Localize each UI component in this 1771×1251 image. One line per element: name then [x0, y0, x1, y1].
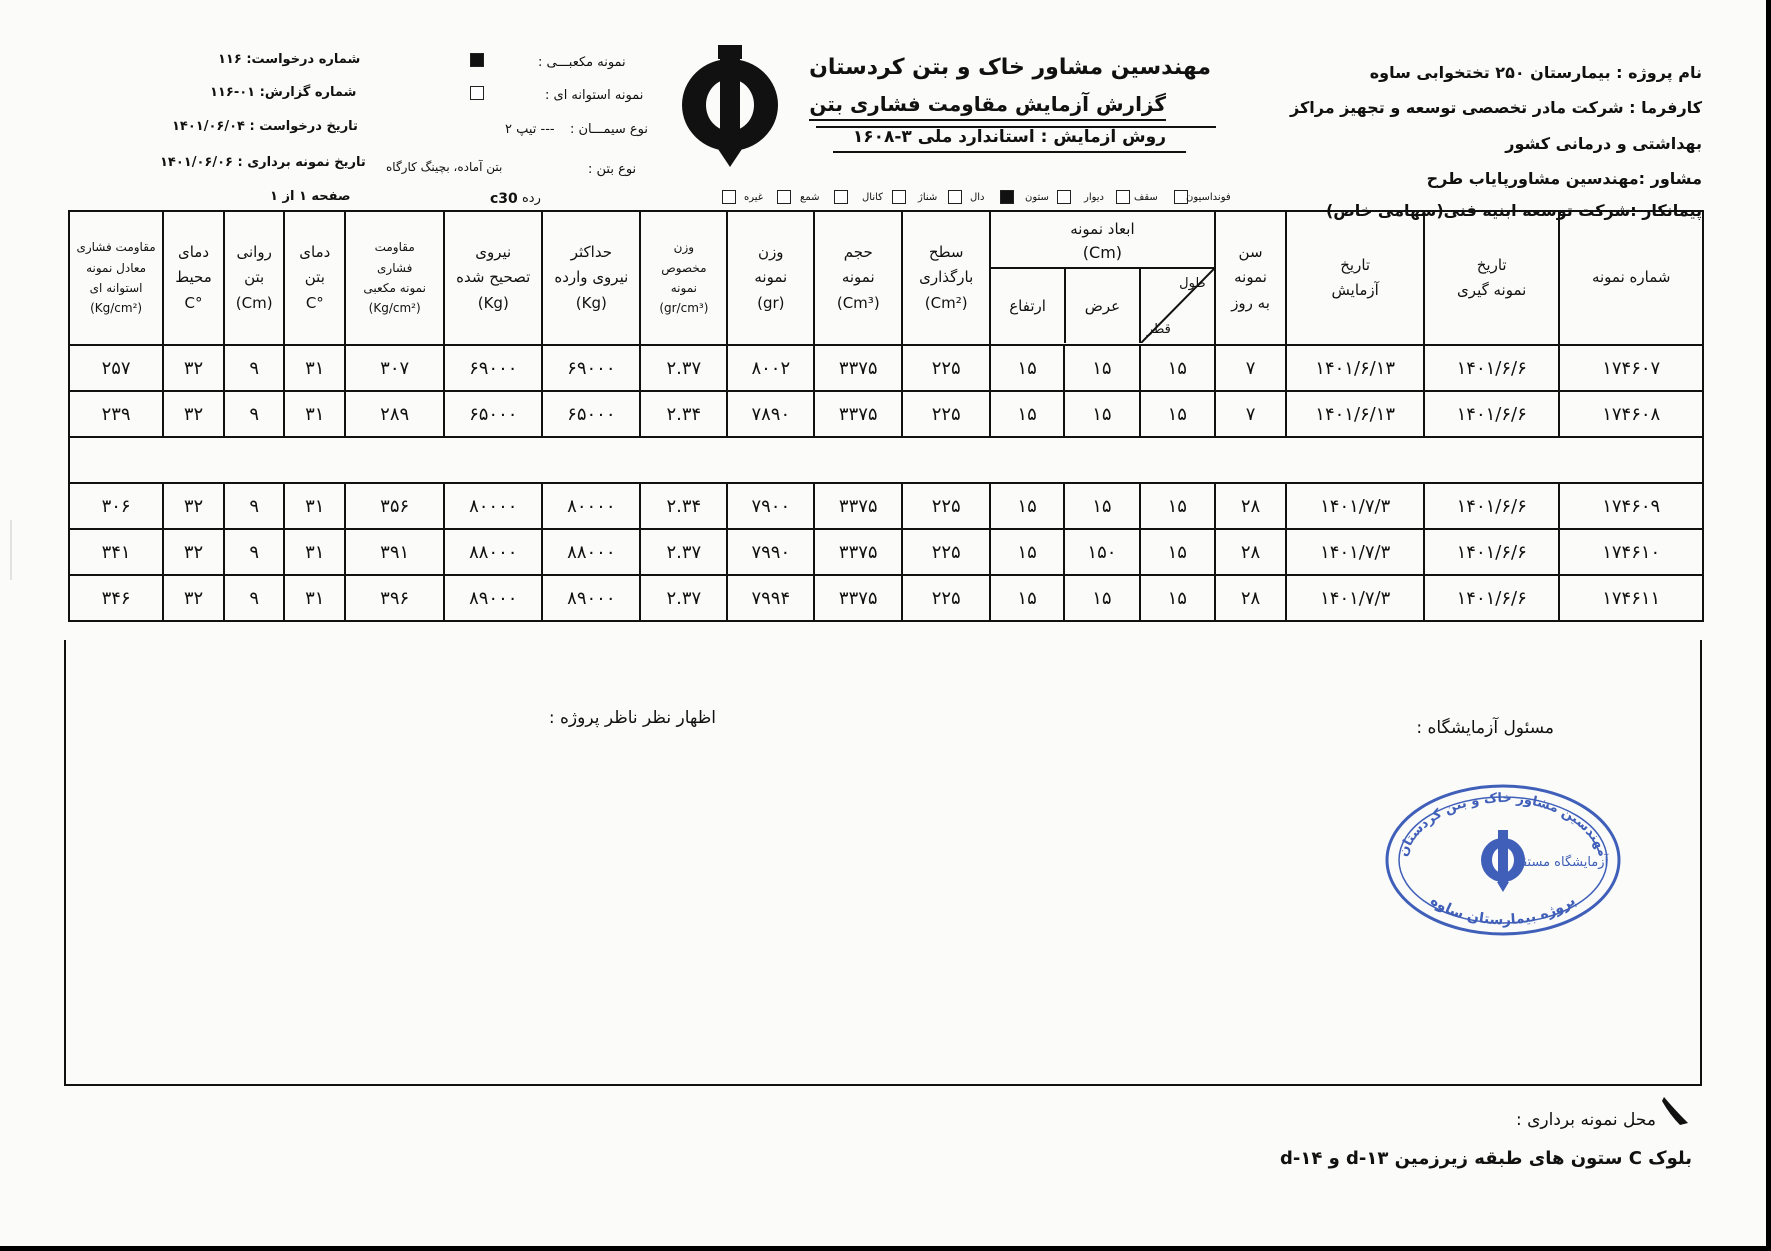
element-type-label: دیوار — [1084, 192, 1105, 203]
table-cell-width: ۱۵ — [1064, 345, 1140, 391]
test-method: روش آزمایش : استاندارد ملی ۳-۱۶۰۸ — [833, 127, 1186, 153]
table-cell-age: ۷ — [1215, 345, 1287, 391]
element-type-checkbox — [722, 190, 736, 204]
table-cell-area: ۲۲۵ — [902, 483, 990, 529]
element-type-label: شناژ — [918, 192, 938, 203]
table-cell-sample-no: ۱۷۴۶۱۱ — [1559, 575, 1703, 621]
table-cell-test-date: ۱۴۰۱/۷/۳ — [1286, 529, 1424, 575]
element-type-checkbox — [1057, 190, 1071, 204]
consultant: مشاور :مهندسین مشاورپایاب طرح — [1426, 169, 1702, 188]
table-cell-density: ۲.۳۴ — [640, 483, 727, 529]
table-cell-concrete-temp: ۳۱ — [284, 575, 345, 621]
header-max-force: حداکثر نیروی وارده (Kg) — [542, 211, 640, 345]
cement-label: نوع سیمـــان : — [570, 122, 648, 137]
client-line1: کارفرما : شرکت مادر تخصصی توسعه و تجهیز مراکز — [1290, 98, 1702, 117]
table-cell-sample-no: ۱۷۴۶۰۹ — [1559, 483, 1703, 529]
table-row — [69, 483, 1703, 529]
table-cell-height: ۱۵ — [990, 575, 1064, 621]
table-cell-width: ۱۵ — [1064, 391, 1140, 437]
cube-label: نمونه مکعبـــی : — [538, 55, 626, 70]
table-cell-ambient-temp: ۳۲ — [163, 575, 224, 621]
table-cell-max-force: ۸۰۰۰۰ — [542, 483, 640, 529]
grade-label: رده — [522, 191, 541, 206]
table-header-row — [69, 211, 1703, 345]
table-cell-corr-force: ۶۵۰۰۰ — [444, 391, 542, 437]
table-cell-concrete-temp: ۳۱ — [284, 345, 345, 391]
header-strength: مقاومت فشاری نمونه مکعبی (Kg/cm²) — [345, 211, 444, 345]
element-type-label: غیره — [744, 192, 764, 203]
table-cell-sample-no: ۱۷۴۶۰۷ — [1559, 345, 1703, 391]
table-cell-length: ۱۵ — [1140, 391, 1215, 437]
header-volume: حجم نمونه (Cm³) — [814, 211, 902, 345]
table-cell-equiv: ۳۴۶ — [69, 575, 163, 621]
table-cell-test-date: ۱۴۰۱/۶/۱۳ — [1286, 345, 1424, 391]
table-cell-slump: ۹ — [224, 345, 285, 391]
table-row — [69, 345, 1703, 391]
element-type-checkbox — [1116, 190, 1130, 204]
table-spacer-cell — [69, 437, 1703, 483]
table-cell-slump: ۹ — [224, 575, 285, 621]
header-area: سطح بارگذاری (Cm²) — [902, 211, 990, 345]
stamp-middle-text: آزمایشگاه مستقر — [1513, 855, 1609, 870]
company-name: مهندسین مشاور خاک و بتن کردستان — [809, 55, 1211, 80]
table-cell-sampling-date: ۱۴۰۱/۶/۶ — [1424, 483, 1559, 529]
header-slump: روانی بتن (Cm) — [224, 211, 285, 345]
cylinder-label: نمونه استوانه ای : — [545, 88, 644, 103]
table-cell-width: ۱۵۰ — [1064, 529, 1140, 575]
table-cell-sampling-date: ۱۴۰۱/۶/۶ — [1424, 391, 1559, 437]
ink-mark-icon — [1660, 1093, 1692, 1129]
project-name: نام پروژه : بیمارستان ۲۵۰ تختخوابی ساوه — [1369, 63, 1702, 82]
element-type-label: فونداسیون — [1186, 192, 1231, 203]
table-cell-strength: ۳۵۶ — [345, 483, 444, 529]
sampling-location-value: بلوک C ستون های طبقه زیرزمین d-۱۳ و d-۱۴ — [1279, 1148, 1692, 1169]
element-type-label: سقف — [1134, 192, 1158, 203]
table-cell-corr-force: ۸۹۰۰۰ — [444, 575, 542, 621]
table-cell-age: ۲۸ — [1215, 483, 1287, 529]
table-cell-max-force: ۸۹۰۰۰ — [542, 575, 640, 621]
table-cell-max-force: ۶۹۰۰۰ — [542, 345, 640, 391]
table-cell-width: ۱۵ — [1064, 483, 1140, 529]
table-cell-equiv: ۲۵۷ — [69, 345, 163, 391]
table-cell-height: ۱۵ — [990, 483, 1064, 529]
table-cell-concrete-temp: ۳۱ — [284, 529, 345, 575]
cement-value: --- تیپ ۲ — [505, 122, 555, 137]
table-cell-sample-no: ۱۷۴۶۱۰ — [1559, 529, 1703, 575]
lab-stamp — [1383, 778, 1623, 938]
cube-checkbox — [470, 53, 484, 67]
element-type-label: ستون — [1025, 192, 1049, 203]
table-cell-strength: ۲۸۹ — [345, 391, 444, 437]
table-cell-sampling-date: ۱۴۰۱/۶/۶ — [1424, 529, 1559, 575]
table-cell-sample-no: ۱۷۴۶۰۸ — [1559, 391, 1703, 437]
table-cell-concrete-temp: ۳۱ — [284, 391, 345, 437]
cylinder-checkbox — [470, 86, 484, 100]
page-number: صفحه ۱ از ۱ — [270, 189, 351, 204]
table-cell-height: ۱۵ — [990, 345, 1064, 391]
header-weight: وزن نمونه (gr) — [727, 211, 814, 345]
table-cell-ambient-temp: ۳۲ — [163, 391, 224, 437]
request-date: تاریخ درخواست : ۱۴۰۱/۰۶/۰۴ — [172, 119, 358, 134]
table-cell-test-date: ۱۴۰۱/۷/۳ — [1286, 483, 1424, 529]
table-cell-area: ۲۲۵ — [902, 575, 990, 621]
report-no: شماره گزارش: ۰۱-۱۱۶ — [210, 85, 357, 100]
element-type-label: شمع — [800, 192, 820, 203]
svg-text:پروژه بیمارستان ساوه — [1427, 893, 1578, 929]
stamp-bottom-text: پروژه بیمارستان ساوه — [1427, 892, 1579, 929]
scan-artifact — [10, 520, 12, 580]
table-cell-height: ۱۵ — [990, 391, 1064, 437]
table-cell-weight: ۸۰۰۲ — [727, 345, 814, 391]
table-row — [69, 529, 1703, 575]
table-cell-height: ۱۵ — [990, 529, 1064, 575]
header-width: عرض — [1066, 269, 1141, 343]
table-cell-corr-force: ۸۰۰۰۰ — [444, 483, 542, 529]
table-cell-length: ۱۵ — [1140, 575, 1215, 621]
header-sample-no: شماره نمونه — [1559, 211, 1703, 345]
table-cell-sampling-date: ۱۴۰۱/۶/۶ — [1424, 575, 1559, 621]
table-cell-equiv: ۲۳۹ — [69, 391, 163, 437]
table-cell-volume: ۳۳۷۵ — [814, 391, 902, 437]
element-type-checkbox — [834, 190, 848, 204]
table-cell-age: ۲۸ — [1215, 575, 1287, 621]
table-cell-density: ۲.۳۷ — [640, 529, 727, 575]
table-row — [69, 575, 1703, 621]
request-no: شماره درخواست: ۱۱۶ — [218, 52, 361, 67]
stamp-top-text: مهندسین مشاور خاک و بتن کردستان — [1395, 790, 1611, 859]
table-cell-equiv: ۳۴۱ — [69, 529, 163, 575]
table-cell-weight: ۷۹۹۰ — [727, 529, 814, 575]
sampling-location-label: محل نمونه برداری : — [1515, 1110, 1656, 1130]
client-line2: بهداشتی و درمانی کشور — [1505, 134, 1702, 153]
results-table — [68, 210, 1704, 622]
table-cell-age: ۲۸ — [1215, 529, 1287, 575]
concrete-label: نوع بتن : — [588, 162, 637, 177]
header-density: وزن مخصوص نمونه (gr/cm³) — [640, 211, 727, 345]
table-cell-max-force: ۸۸۰۰۰ — [542, 529, 640, 575]
table-cell-max-force: ۶۵۰۰۰ — [542, 391, 640, 437]
grade-value: c30 — [490, 191, 518, 207]
header-corrected-force: نیروی تصحیح شده (Kg) — [444, 211, 542, 345]
table-cell-corr-force: ۶۹۰۰۰ — [444, 345, 542, 391]
supervisor-comment-label: اظهار نظر ناظر پروژه : — [548, 708, 716, 728]
table-cell-density: ۲.۳۷ — [640, 345, 727, 391]
element-type-checkbox — [777, 190, 791, 204]
table-cell-test-date: ۱۴۰۱/۷/۳ — [1286, 575, 1424, 621]
element-type-label: کانال — [862, 192, 883, 203]
company-logo-icon — [680, 45, 780, 170]
header-concrete-temp: دمای بتن °C — [284, 211, 345, 345]
table-cell-equiv: ۳۰۶ — [69, 483, 163, 529]
table-cell-length: ۱۵ — [1140, 483, 1215, 529]
header-height: ارتفاع — [991, 269, 1066, 343]
header-ambient-temp: دمای محیط °C — [163, 211, 224, 345]
table-cell-slump: ۹ — [224, 483, 285, 529]
table-cell-ambient-temp: ۳۲ — [163, 529, 224, 575]
table-cell-strength: ۳۹۱ — [345, 529, 444, 575]
table-cell-corr-force: ۸۸۰۰۰ — [444, 529, 542, 575]
header-age: سن نمونه به روز — [1215, 211, 1287, 345]
element-type-checkbox — [948, 190, 962, 204]
table-cell-concrete-temp: ۳۱ — [284, 483, 345, 529]
lab-manager-label: مسئول آزمایشگاه : — [1416, 718, 1554, 738]
table-cell-strength: ۳۹۶ — [345, 575, 444, 621]
table-cell-test-date: ۱۴۰۱/۶/۱۳ — [1286, 391, 1424, 437]
table-row — [69, 391, 1703, 437]
table-cell-strength: ۳۰۷ — [345, 345, 444, 391]
table-cell-density: ۲.۳۷ — [640, 575, 727, 621]
table-cell-ambient-temp: ۳۲ — [163, 345, 224, 391]
element-type-checkbox — [892, 190, 906, 204]
table-cell-volume: ۳۳۷۵ — [814, 483, 902, 529]
table-cell-slump: ۹ — [224, 391, 285, 437]
table-cell-weight: ۷۸۹۰ — [727, 391, 814, 437]
table-cell-ambient-temp: ۳۲ — [163, 483, 224, 529]
sampling-date: تاریخ نمونه برداری : ۱۴۰۱/۰۶/۰۶ — [160, 155, 366, 170]
header-test-date: تاریخ آزمایش — [1286, 211, 1424, 345]
table-cell-slump: ۹ — [224, 529, 285, 575]
header-dims: ابعاد نمونه (Cm) طول قطر عرض ارتفاع — [990, 211, 1214, 345]
table-cell-volume: ۳۳۷۵ — [814, 575, 902, 621]
header-sampling-date: تاریخ نمونه گیری — [1424, 211, 1559, 345]
table-cell-area: ۲۲۵ — [902, 529, 990, 575]
table-cell-length: ۱۵ — [1140, 345, 1215, 391]
table-cell-length: ۱۵ — [1140, 529, 1215, 575]
table-cell-area: ۲۲۵ — [902, 391, 990, 437]
table-cell-area: ۲۲۵ — [902, 345, 990, 391]
element-type-label: دال — [970, 192, 985, 203]
concrete-value: بتن آماده، بچینگ کارگاه — [386, 160, 503, 174]
table-cell-volume: ۳۳۷۵ — [814, 529, 902, 575]
table-cell-density: ۲.۳۴ — [640, 391, 727, 437]
table-cell-volume: ۳۳۷۵ — [814, 345, 902, 391]
table-cell-weight: ۷۹۰۰ — [727, 483, 814, 529]
table-cell-age: ۷ — [1215, 391, 1287, 437]
table-cell-width: ۱۵ — [1064, 575, 1140, 621]
report-title: گزارش آزمایش مقاومت فشاری بتن — [809, 92, 1166, 121]
header-length-diameter: طول قطر — [1141, 269, 1214, 343]
contractor: پیمانکار :شرکت توسعه ابنیه فنی(سهامی خاص) — [1325, 201, 1702, 220]
header-equivalent-strength: مقاومت فشاری معادل نمونه استوانه ای (Kg/cm²) — [69, 211, 163, 345]
table-spacer-row — [69, 437, 1703, 483]
element-type-checkbox — [1000, 190, 1014, 204]
table-cell-weight: ۷۹۹۴ — [727, 575, 814, 621]
table-cell-sampling-date: ۱۴۰۱/۶/۶ — [1424, 345, 1559, 391]
